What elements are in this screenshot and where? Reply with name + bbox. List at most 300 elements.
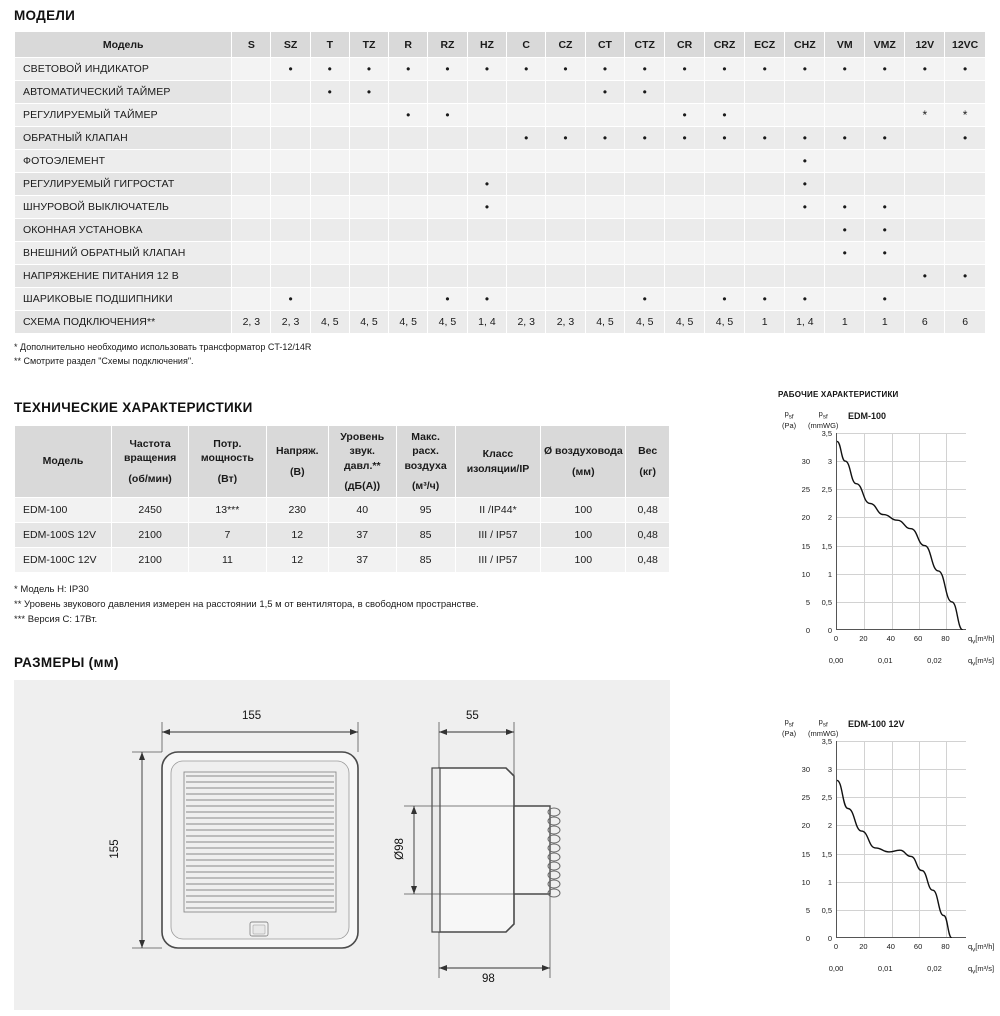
- feature-empty-cell: [625, 173, 665, 196]
- chart-y-left-tick: 10: [801, 569, 810, 579]
- feature-empty-cell: [745, 242, 785, 265]
- feature-empty-cell: [865, 173, 905, 196]
- feature-empty-cell: [271, 104, 310, 127]
- models-table-row: [15, 173, 986, 196]
- chart-y-left-tick: 0: [805, 934, 810, 943]
- footnote-line: * Дополнительно необходимо использовать трансформатор CT-12/14R: [14, 342, 312, 352]
- feature-empty-cell: [945, 242, 986, 265]
- models-footnotes: [14, 341, 986, 369]
- feature-empty-cell: [585, 173, 625, 196]
- feature-dot-icon: •: [310, 81, 349, 104]
- tech-value-cell: III / IP57: [455, 523, 541, 548]
- chart-curve: [837, 433, 967, 630]
- feature-empty-cell: [905, 242, 945, 265]
- feature-dot-icon: •: [665, 58, 705, 81]
- chart-y-left-tick: 30: [801, 765, 810, 775]
- feature-empty-cell: [467, 104, 507, 127]
- feature-empty-cell: [704, 81, 744, 104]
- chart-y-left-units: $p_{sf}$ (Pa): [782, 409, 797, 431]
- tech-note-line: *** Версия C: 17Вт.: [14, 614, 98, 626]
- feature-empty-cell: [625, 219, 665, 242]
- tech-section: [14, 400, 714, 628]
- chart-y-right-tick: 2,5: [821, 485, 832, 495]
- feature-dot-icon: •: [665, 127, 705, 150]
- feature-empty-cell: [865, 265, 905, 288]
- tech-header-cell: Ø воздуховода (мм): [541, 426, 626, 498]
- feature-empty-cell: [546, 81, 586, 104]
- feature-dot-icon: •: [625, 81, 665, 104]
- feature-empty-cell: [825, 173, 865, 196]
- feature-empty-cell: [785, 219, 825, 242]
- chart-y-right-tick: 0: [827, 626, 832, 635]
- feature-dot-icon: •: [945, 265, 986, 288]
- feature-empty-cell: [310, 104, 349, 127]
- tech-table-row: [15, 548, 670, 573]
- feature-empty-cell: [232, 58, 271, 81]
- tech-note-line: ** Уровень звукового давления измерен на расстоянии 1,5 м от вентилятора, в свободном пространстве.: [14, 599, 479, 611]
- chart-y-right-tick: 3: [827, 765, 832, 775]
- dimensions-section: [14, 655, 714, 1010]
- feature-empty-cell: [349, 219, 388, 242]
- feature-dot-icon: •: [865, 288, 905, 311]
- feature-empty-cell: [665, 288, 705, 311]
- tech-value-cell: 13***: [189, 498, 266, 523]
- tech-value-cell: 11: [189, 548, 266, 573]
- feature-empty-cell: [232, 288, 271, 311]
- feature-empty-cell: [389, 219, 428, 242]
- feature-dot-icon: •: [507, 58, 546, 81]
- chart-y-left-tick: 25: [801, 485, 810, 495]
- feature-empty-cell: [865, 81, 905, 104]
- tech-header-cell: Вес (кг): [626, 426, 670, 498]
- tech-value-cell: II /IP44*: [455, 498, 541, 523]
- chart-y-right-tick: 1: [827, 877, 832, 887]
- feature-empty-cell: [467, 219, 507, 242]
- models-header-hz: HZ: [467, 32, 507, 58]
- models-row-label: ВНЕШНИЙ ОБРАТНЫЙ КЛАПАН: [15, 242, 232, 265]
- models-row-label: НАПРЯЖЕНИЕ ПИТАНИЯ 12 В: [15, 265, 232, 288]
- feature-dot-icon: •: [585, 127, 625, 150]
- feature-empty-cell: [232, 127, 271, 150]
- dimensions-drawing: [14, 680, 670, 1010]
- dim-height-label: 155: [109, 839, 121, 859]
- feature-empty-cell: [389, 242, 428, 265]
- models-header-r: R: [389, 32, 428, 58]
- schema-value-cell: 4, 5: [704, 311, 744, 334]
- tech-table-row: [15, 523, 670, 548]
- schema-value-cell: 4, 5: [585, 311, 625, 334]
- performance-chart-2: [778, 715, 995, 980]
- tech-value-cell: 37: [328, 548, 396, 573]
- feature-empty-cell: [785, 242, 825, 265]
- feature-empty-cell: [905, 81, 945, 104]
- feature-empty-cell: [704, 265, 744, 288]
- feature-empty-cell: [232, 150, 271, 173]
- performance-chart-2-block: [778, 715, 995, 980]
- models-header-model: Модель: [15, 32, 232, 58]
- chart-x-tick-m3s: 0,00: [828, 656, 844, 665]
- feature-empty-cell: [665, 150, 705, 173]
- feature-empty-cell: [546, 288, 586, 311]
- feature-dot-icon: •: [585, 58, 625, 81]
- models-table-row: [15, 219, 986, 242]
- feature-empty-cell: [467, 127, 507, 150]
- feature-dot-icon: •: [905, 265, 945, 288]
- chart-plot-area: [836, 741, 966, 938]
- feature-empty-cell: [945, 288, 986, 311]
- feature-empty-cell: [349, 288, 388, 311]
- tech-value-cell: 12: [266, 548, 328, 573]
- chart-y-left-tick: 5: [805, 905, 810, 915]
- schema-value-cell: 1: [865, 311, 905, 334]
- feature-empty-cell: [271, 81, 310, 104]
- feature-dot-icon: •: [745, 58, 785, 81]
- models-table-row: [15, 104, 986, 127]
- models-table-row: [15, 242, 986, 265]
- feature-empty-cell: [585, 150, 625, 173]
- feature-dot-icon: •: [825, 58, 865, 81]
- feature-empty-cell: [546, 150, 586, 173]
- tech-value-cell: 2100: [112, 523, 189, 548]
- feature-empty-cell: [389, 265, 428, 288]
- models-header-vmz: VMZ: [865, 32, 905, 58]
- feature-dot-icon: •: [785, 196, 825, 219]
- feature-empty-cell: [665, 196, 705, 219]
- feature-empty-cell: [310, 196, 349, 219]
- feature-empty-cell: [585, 288, 625, 311]
- chart-x-tick-m3h: 20: [859, 942, 868, 951]
- models-header-crz: CRZ: [704, 32, 744, 58]
- feature-empty-cell: [507, 288, 546, 311]
- tech-model-name: EDM-100: [15, 498, 112, 523]
- feature-empty-cell: [785, 81, 825, 104]
- chart-x-tick-m3h: 20: [859, 634, 868, 643]
- models-row-label: СВЕТОВОЙ ИНДИКАТОР: [15, 58, 232, 81]
- models-table-row: [15, 58, 986, 81]
- feature-empty-cell: [349, 104, 388, 127]
- feature-empty-cell: [389, 81, 428, 104]
- feature-empty-cell: [389, 173, 428, 196]
- chart-x-tick-m3s: 0,00: [828, 964, 844, 973]
- chart-y-right-tick: 0,5: [821, 597, 832, 607]
- dim-duct-diameter-label: Ø98: [394, 838, 406, 860]
- feature-empty-cell: [310, 219, 349, 242]
- chart-x-tick-m3h: 0: [833, 942, 839, 951]
- tech-model-name: EDM-100S 12V: [15, 523, 112, 548]
- models-header-sz: SZ: [271, 32, 310, 58]
- tech-value-cell: 85: [396, 523, 455, 548]
- feature-empty-cell: [905, 127, 945, 150]
- feature-empty-cell: [745, 81, 785, 104]
- dim-depth-label: 55: [466, 710, 479, 722]
- feature-dot-icon: •: [349, 58, 388, 81]
- feature-empty-cell: [389, 127, 428, 150]
- chart-x-tick-m3h: 80: [941, 634, 950, 643]
- feature-empty-cell: [905, 150, 945, 173]
- feature-dot-icon: •: [704, 288, 744, 311]
- chart-x-tick-m3s: 0,01: [877, 656, 893, 665]
- chart-plot-area: [836, 433, 966, 630]
- feature-dot-icon: •: [271, 288, 310, 311]
- feature-empty-cell: [704, 242, 744, 265]
- chart-y-left-tick: 5: [805, 597, 810, 607]
- feature-dot-icon: •: [507, 127, 546, 150]
- feature-empty-cell: [785, 265, 825, 288]
- feature-dot-icon: •: [865, 196, 905, 219]
- schema-value-cell: 2, 3: [271, 311, 310, 334]
- models-header-vm: VM: [825, 32, 865, 58]
- models-row-label: ОБРАТНЫЙ КЛАПАН: [15, 127, 232, 150]
- feature-empty-cell: [825, 81, 865, 104]
- feature-dot-icon: •: [428, 104, 468, 127]
- models-table-row: [15, 150, 986, 173]
- tech-table-header-row: [15, 426, 670, 498]
- feature-dot-icon: •: [625, 127, 665, 150]
- feature-empty-cell: [585, 265, 625, 288]
- footnote-line: ** Смотрите раздел "Схемы подключения".: [14, 355, 194, 366]
- feature-dot-icon: •: [428, 288, 468, 311]
- chart-title: EDM-100 12V: [848, 719, 905, 729]
- models-header-ct: CT: [585, 32, 625, 58]
- feature-dot-icon: •: [785, 173, 825, 196]
- feature-empty-cell: [507, 104, 546, 127]
- feature-dot-icon: •: [389, 104, 428, 127]
- feature-empty-cell: [745, 219, 785, 242]
- chart-y-right-tick: 2: [827, 821, 832, 831]
- feature-empty-cell: [349, 265, 388, 288]
- feature-empty-cell: [585, 104, 625, 127]
- chart-y-right-tick: 3: [827, 457, 832, 467]
- models-header-c: C: [507, 32, 546, 58]
- chart-curve: [837, 741, 967, 938]
- feature-empty-cell: [271, 265, 310, 288]
- feature-dot-icon: •: [865, 242, 905, 265]
- models-section: [14, 8, 986, 369]
- models-header-12v: 12V: [905, 32, 945, 58]
- chart-y-left-tick: 15: [801, 541, 810, 551]
- feature-empty-cell: [349, 173, 388, 196]
- tech-value-cell: 0,48: [626, 548, 670, 573]
- feature-empty-cell: [825, 150, 865, 173]
- feature-empty-cell: [271, 242, 310, 265]
- chart-y-left-tick: 0: [805, 626, 810, 635]
- feature-empty-cell: [507, 219, 546, 242]
- feature-empty-cell: [625, 150, 665, 173]
- feature-empty-cell: [428, 127, 468, 150]
- tech-section-title: ТЕХНИЧЕСКИЕ ХАРАКТЕРИСТИКИ: [14, 400, 253, 415]
- chart-y-left-units: $p_{sf}$ (Pa): [782, 717, 797, 739]
- feature-empty-cell: [389, 150, 428, 173]
- feature-dot-icon: •: [785, 288, 825, 311]
- schema-value-cell: 2, 3: [507, 311, 546, 334]
- models-row-label: СХЕМА ПОДКЛЮЧЕНИЯ**: [15, 311, 232, 334]
- feature-empty-cell: [704, 173, 744, 196]
- feature-empty-cell: [467, 242, 507, 265]
- feature-empty-cell: [704, 196, 744, 219]
- feature-empty-cell: [232, 173, 271, 196]
- tech-value-cell: III / IP57: [455, 548, 541, 573]
- feature-empty-cell: [785, 104, 825, 127]
- feature-dot-icon: •: [865, 219, 905, 242]
- feature-empty-cell: [905, 173, 945, 196]
- feature-empty-cell: [546, 104, 586, 127]
- feature-empty-cell: [585, 219, 625, 242]
- chart-y-left-tick: 15: [801, 849, 810, 859]
- chart-y-right-units: $p_{sf}$ (mmWG): [808, 717, 839, 739]
- feature-dot-icon: •: [704, 58, 744, 81]
- schema-value-cell: 4, 5: [389, 311, 428, 334]
- feature-empty-cell: [825, 104, 865, 127]
- feature-empty-cell: [428, 173, 468, 196]
- feature-empty-cell: [865, 150, 905, 173]
- tech-value-cell: 100: [541, 523, 626, 548]
- feature-empty-cell: [271, 219, 310, 242]
- feature-empty-cell: [428, 219, 468, 242]
- feature-dot-icon: •: [704, 127, 744, 150]
- chart-x-tick-m3s: 0,01: [877, 964, 893, 973]
- feature-empty-cell: [625, 196, 665, 219]
- chart-x-tick-m3h: 40: [886, 634, 895, 643]
- chart-y-right-tick: 1: [827, 569, 832, 579]
- feature-empty-cell: [625, 242, 665, 265]
- feature-empty-cell: [349, 150, 388, 173]
- tech-value-cell: 7: [189, 523, 266, 548]
- schema-value-cell: 4, 5: [625, 311, 665, 334]
- tech-value-cell: 100: [541, 498, 626, 523]
- feature-empty-cell: [507, 150, 546, 173]
- performance-chart-1: [778, 407, 995, 672]
- tech-header-cell: Класс изоляции/IP: [455, 426, 541, 498]
- chart-x-label-m3h: $q_v[m^3/h]$: [968, 942, 995, 954]
- dimensions-section-title: РАЗМЕРЫ (мм): [14, 655, 119, 670]
- schema-value-cell: 6: [945, 311, 986, 334]
- feature-empty-cell: [625, 265, 665, 288]
- feature-empty-cell: [389, 288, 428, 311]
- feature-empty-cell: [704, 219, 744, 242]
- dim-base-label: 98: [482, 973, 495, 985]
- feature-empty-cell: [945, 150, 986, 173]
- schema-value-cell: 4, 5: [349, 311, 388, 334]
- feature-dot-icon: •: [625, 288, 665, 311]
- feature-dot-icon: •: [945, 127, 986, 150]
- feature-empty-cell: [665, 242, 705, 265]
- tech-notes: [14, 582, 714, 628]
- tech-table-body: [15, 498, 670, 573]
- chart-y-left-tick: 20: [801, 821, 810, 831]
- feature-empty-cell: [349, 242, 388, 265]
- models-row-label: РЕГУЛИРУЕМЫЙ ТАЙМЕР: [15, 104, 232, 127]
- feature-empty-cell: [428, 81, 468, 104]
- feature-empty-cell: [945, 219, 986, 242]
- models-header-t: T: [310, 32, 349, 58]
- models-row-label: ОКОННАЯ УСТАНОВКА: [15, 219, 232, 242]
- feature-empty-cell: [428, 265, 468, 288]
- feature-dot-icon: •: [825, 219, 865, 242]
- feature-empty-cell: [507, 196, 546, 219]
- feature-empty-cell: [467, 81, 507, 104]
- schema-value-cell: 4, 5: [428, 311, 468, 334]
- tech-value-cell: 12: [266, 523, 328, 548]
- schema-value-cell: 1, 4: [785, 311, 825, 334]
- chart-y-right-tick: 1,5: [821, 541, 832, 551]
- dim-width-label: 155: [242, 710, 262, 722]
- feature-empty-cell: [745, 150, 785, 173]
- feature-empty-cell: [945, 81, 986, 104]
- feature-empty-cell: [945, 173, 986, 196]
- feature-asterisk-icon: *: [945, 104, 986, 127]
- feature-dot-icon: •: [825, 242, 865, 265]
- feature-empty-cell: [665, 81, 705, 104]
- feature-empty-cell: [389, 196, 428, 219]
- feature-empty-cell: [310, 173, 349, 196]
- models-table-row: [15, 81, 986, 104]
- feature-empty-cell: [467, 150, 507, 173]
- feature-dot-icon: •: [428, 58, 468, 81]
- schema-value-cell: 1, 4: [467, 311, 507, 334]
- feature-empty-cell: [310, 242, 349, 265]
- feature-dot-icon: •: [546, 127, 586, 150]
- feature-empty-cell: [745, 104, 785, 127]
- tech-value-cell: 37: [328, 523, 396, 548]
- feature-empty-cell: [625, 104, 665, 127]
- feature-asterisk-icon: *: [905, 104, 945, 127]
- chart-x-tick-m3s: 0,02: [927, 656, 942, 665]
- tech-value-cell: 2100: [112, 548, 189, 573]
- feature-dot-icon: •: [467, 288, 507, 311]
- models-header-12vc: 12VC: [945, 32, 986, 58]
- feature-dot-icon: •: [665, 104, 705, 127]
- tech-header-cell: Модель: [15, 426, 112, 498]
- tech-value-cell: 95: [396, 498, 455, 523]
- feature-dot-icon: •: [585, 81, 625, 104]
- feature-dot-icon: •: [704, 104, 744, 127]
- models-header-cz: CZ: [546, 32, 586, 58]
- tech-table: [14, 425, 670, 573]
- chart-y-left-tick: 30: [801, 457, 810, 467]
- models-table-row: [15, 127, 986, 150]
- feature-empty-cell: [232, 219, 271, 242]
- feature-empty-cell: [232, 265, 271, 288]
- feature-empty-cell: [232, 81, 271, 104]
- feature-empty-cell: [745, 196, 785, 219]
- chart-y-right-tick: 1,5: [821, 849, 832, 859]
- feature-dot-icon: •: [825, 127, 865, 150]
- feature-empty-cell: [507, 242, 546, 265]
- feature-empty-cell: [905, 219, 945, 242]
- tech-header-cell: Частота вращения (об/мин): [112, 426, 189, 498]
- models-header-ecz: ECZ: [745, 32, 785, 58]
- feature-empty-cell: [232, 196, 271, 219]
- chart-x-tick-m3h: 60: [913, 634, 923, 643]
- models-row-label: ШНУРОВОЙ ВЫКЛЮЧАТЕЛЬ: [15, 196, 232, 219]
- performance-chart-1-block: [778, 390, 995, 672]
- feature-empty-cell: [665, 219, 705, 242]
- tech-value-cell: 0,48: [626, 523, 670, 548]
- feature-empty-cell: [310, 150, 349, 173]
- feature-dot-icon: •: [905, 58, 945, 81]
- chart-y-right-tick: 2,5: [821, 793, 832, 803]
- chart-y-right-tick: 3,5: [821, 737, 832, 746]
- feature-dot-icon: •: [389, 58, 428, 81]
- feature-dot-icon: •: [745, 288, 785, 311]
- schema-value-cell: 2, 3: [546, 311, 586, 334]
- schema-value-cell: 1: [825, 311, 865, 334]
- tech-value-cell: 0,48: [626, 498, 670, 523]
- feature-empty-cell: [232, 242, 271, 265]
- feature-empty-cell: [546, 173, 586, 196]
- models-row-label: ФОТОЭЛЕМЕНТ: [15, 150, 232, 173]
- schema-value-cell: 2, 3: [232, 311, 271, 334]
